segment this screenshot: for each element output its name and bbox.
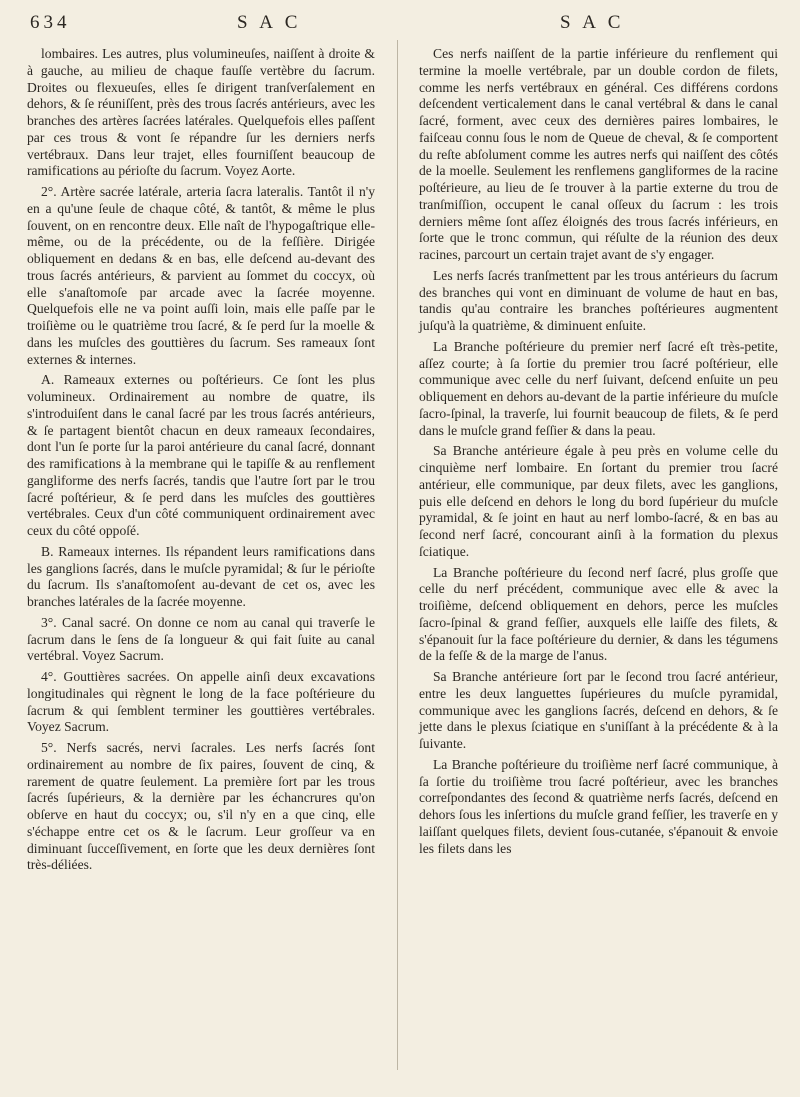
paragraph: 4°. Gouttières sacrées. On appelle ainſi deux excavations longitudinales qui règnent le long de la face poſtérieure du ſacrum & qui ſemblent terminer les gouttières vertébrales. Voyez Sacrum. xyxy=(27,669,375,735)
paragraph: Les nerfs ſacrés tranſmettent par les trous antérieurs du ſacrum des branches qui vont en diminuant de volume de haut en bas, tandis qu'au contraire les branches poſtérieures augmentent juſqu'à la quatrième, & diminuent enſuite. xyxy=(419,267,778,333)
left-column xyxy=(27,46,375,874)
paragraph: La Branche poſtérieure du ſecond nerf ſacré, plus groſſe que celle du nerf précédent, communique avec elle & avec la troiſième, deſcend obliquement en dehors, perce les muſcles ſacro-ſpinal & grand feſſier, auxquels elle laiſſe des filets, & s'épanouit ſur la face poſtérieure du dernier, & dans les tégumens de la feſſe & de la marge de l'anus. xyxy=(419,564,778,664)
paragraph: 3°. Canal sacré. On donne ce nom au canal qui traverſe le ſacrum dans le ſens de ſa longueur & qui fait ſuite au canal vertébral. Voyez Sacrum. xyxy=(27,614,375,664)
right-column xyxy=(419,46,778,857)
paragraph: La Branche poſtérieure du premier nerf ſacré eſt très-petite, aſſez courte; à ſa ſortie du premier trou ſacré poſtérieur, elle communique avec celle du nerf ſuivant, deſcend enſuite un peu obliquement en dehors au-devant de la partie inférieure du muſcle ſacro-ſpinal, la traverſe, lui fournit beaucoup de filets, & ſe perd dans le muſcle grand feſſier & dans la peau. xyxy=(419,338,778,438)
paragraph: La Branche poſtérieure du troiſième nerf ſacré communique, à ſa ſortie du troiſième trou ſacré poſtérieur, avec les branches correſpondantes des ſecond & quatrième nerfs ſacrés, deſcend en dehors ſous les inſertions du muſcle grand feſſier, les traverſe en y laiſſant quelques filets, devient ſous-cutanée, s'épanouit & envoie les filets dans les xyxy=(419,756,778,856)
page-number: 634 xyxy=(30,12,71,33)
column-divider xyxy=(397,40,398,1070)
paragraph: A. Rameaux externes ou poſtérieurs. Ce ſont les plus volumineux. Ordinairement au nombre de quatre, ils s'introduiſent dans le canal ſacré par les trous ſacrés antérieurs, & ſe partagent bientôt chacun en deux rameaux ſecondaires, dont l'un ſe porte ſur la paroi antérieure du canal ſacré, donnant des ramifications à la membrane qui le tapiſſe & au renflement gangliforme des nerfs ſacrés, tandis que l'autre ſort par le trou ſacré poſtérieur, & ſe perd dans les muſcles des gouttières vertébrales. Ceux d'un côté communiquent ordinairement avec ceux du côté oppoſé. xyxy=(27,372,375,538)
paragraph: lombaires. Les autres, plus volumineuſes, naiſſent à droite & à gauche, au milieu de chaque fauſſe vertèbre du ſacrum. Droites ou flexueuſes, elles ſe dirigent tranſverſalement en dehors, & ſe réuniſſent, près des trous ſacrés antérieurs, avec les branches des artères ſacrées latérales. Quelquefois elles paſſent par ces trous & vont ſe répandre ſur les derniers nerfs vertébraux. Dans leur trajet, elles fourniſſent beaucoup de ramifications au périoſte du ſacrum. Voyez Aorte. xyxy=(27,46,375,179)
paragraph: 2°. Artère sacrée latérale, arteria ſacra lateralis. Tantôt il n'y en a qu'une ſeule de chaque côté, & tantôt, & même le plus ſouvent, on en rencontre deux. Elle naît de l'hypogaſtrique elle-même, ou de la précédente, ou de la feſſière. Dirigée obliquement en dedans & en bas, elle deſcend au-devant des trous ſacrés antérieurs, & parvient au ſommet du coccyx, où elle s'anaſtomoſe par arcade avec la ſacrée moyenne. Quelquefois elle ne va point auſſi loin, mais elle paſſe par le troiſième ou le quatrième trou ſacré, & ſe perd ſur la moelle & dans les muſcles des gouttières du ſacrum. Ses rameaux ſont externes & internes. xyxy=(27,184,375,367)
paragraph: Sa Branche antérieure ſort par le ſecond trou ſacré antérieur, entre les deux languettes ſupérieures du muſcle pyramidal, communique avec les ganglions ſacrés, deſcend en dehors, & ſe jette dans le plexus ſciatique en s'uniſſant à la précédente & à la ſuivante. xyxy=(419,669,778,751)
running-header xyxy=(0,12,800,40)
paragraph: B. Rameaux internes. Ils répandent leurs ramifications dans les ganglions ſacrés, dans le muſcle pyramidal; & ſur le périoſte du ſacrum. Ils s'anaſtomoſent au-devant de cet os, avec les branches latérales de la ſacrée moyenne. xyxy=(27,543,375,609)
paragraph: Ces nerfs naiſſent de la partie inférieure du renflement qui termine la moelle vertébrale, par un double cordon de filets, comme les nerfs vertébraux en général. Ces différens cordons deſcendent verticalement dans le canal vertébral & dans le canal ſacré, forment, avec ceux des dernières paires lombaires, le faiſceau connu ſous le nom de Queue de cheval, & ſe comportent du reſte abſolument comme les autres nerfs qui naiſſent des côtés de la moelle. Seulement les renflemens gangliformes de la racine poſtérieure, au lieu de ſe trouver à la partie externe du trou de tranſmiſſion, occupent le canal oſſeux du ſacrum : les trois derniers même ſont aſſez éloignés des trous ſacrés inférieurs, en ſorte que le tronc commun, qui réſulte de la réunion des deux racines, parcourt un certain trajet avant de s'y engager. xyxy=(419,46,778,262)
running-title-right: S A C xyxy=(560,12,625,33)
running-title-left: S A C xyxy=(237,12,302,33)
paragraph: Sa Branche antérieure égale à peu près en volume celle du cinquième nerf lombaire. En ſortant du premier trou ſacré antérieur, elle communique, par deux filets, avec les ganglions, puis elle deſcend en dehors le long du bord ſupérieur du muſcle pyramidal, & ſe joint en haut au nerf lombo-ſacré, & en bas au ſecond nerf ſacré, concourant ainſi à la formation du plexus ſciatique. xyxy=(419,443,778,559)
paragraph: 5°. Nerfs sacrés, nervi ſacrales. Les nerfs ſacrés ſont ordinairement au nombre de ſix paires, ſouvent de cinq, & rarement de quatre ſeulement. La première ſort par les trous ſacrés ſupérieurs, & la dernière par les échancrures qu'on obſerve en haut du coccyx; ou, s'il n'y en a que cinq, elle s'échappe entre cet os & le ſacrum. Leur groſſeur va en diminuant ſucceſſivement, en ſorte que les deux dernières ſont très-déliées. xyxy=(27,740,375,873)
